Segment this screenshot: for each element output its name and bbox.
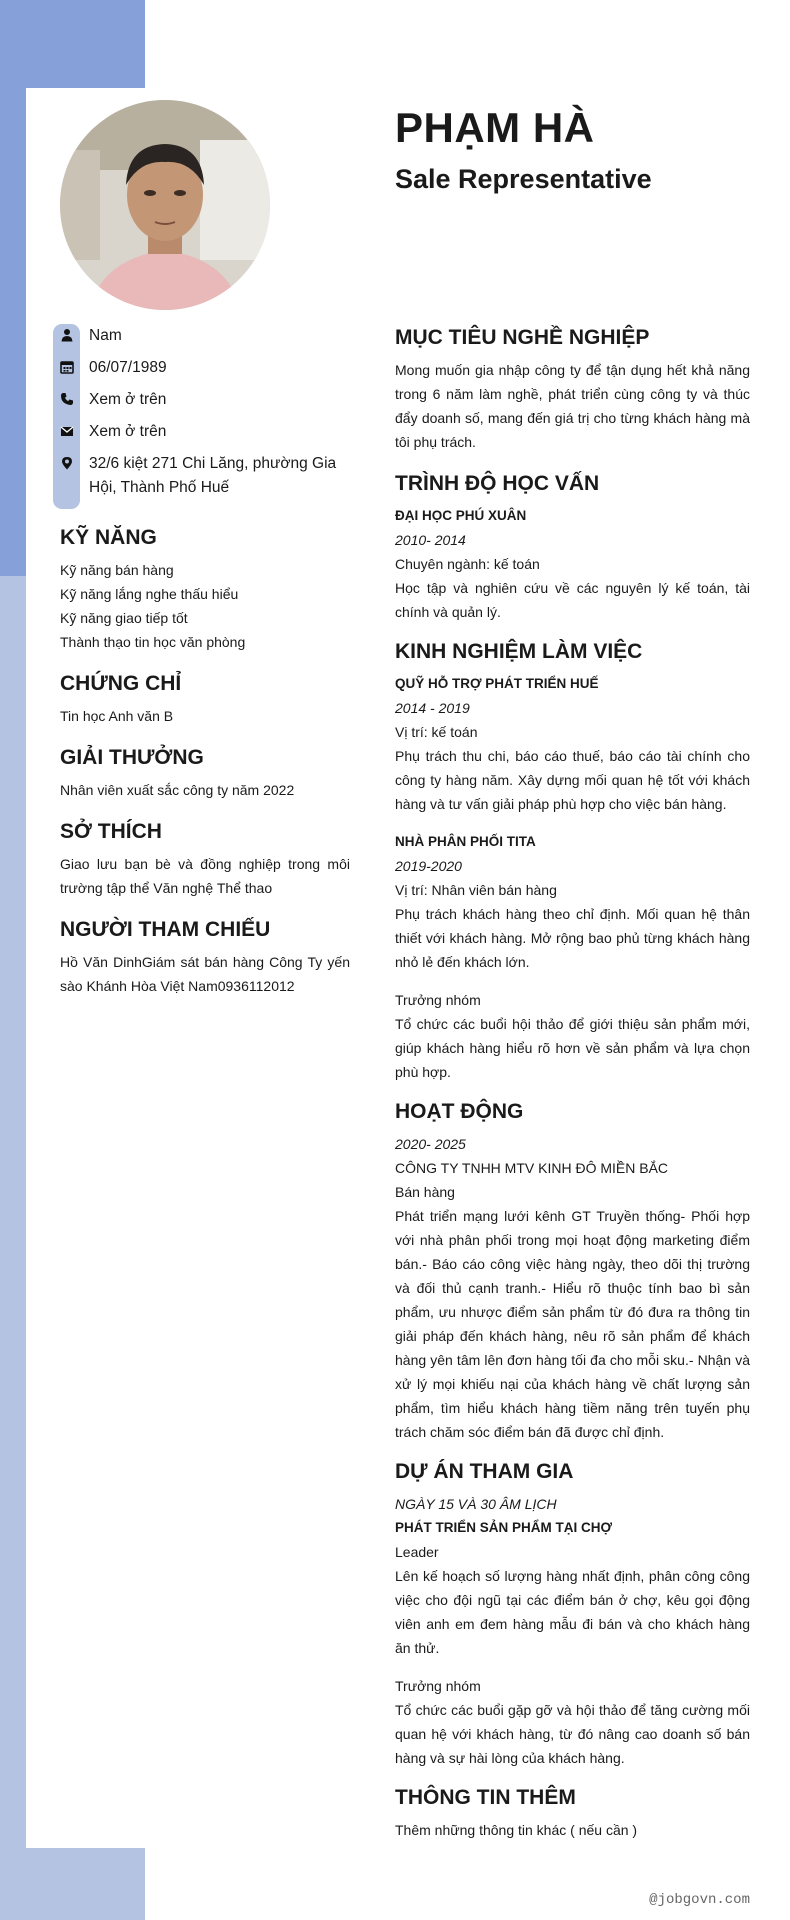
section-title: MỤC TIÊU NGHỀ NGHIỆP xyxy=(395,326,650,349)
references-section xyxy=(60,918,350,998)
job-role-desc: Tổ chức các buổi hội thảo để giới thiệu sản phẩm mới, giúp khách hàng hiểu rõ hơn về sản phẩm và lựa chọn phù hợp. xyxy=(395,1016,750,1080)
section-title: NGƯỜI THAM CHIẾU xyxy=(60,918,271,941)
section-title: TRÌNH ĐỘ HỌC VẤN xyxy=(395,472,600,495)
contact-email xyxy=(67,420,357,444)
contact-text: Xem ở trên xyxy=(89,423,167,440)
job-title: Sale Representative xyxy=(395,164,652,194)
contact-address xyxy=(67,452,357,500)
contact-birthday xyxy=(67,356,357,380)
project-name: PHÁT TRIỂN SẢN PHẨM TẠI CHỢ xyxy=(395,1520,613,1535)
project-role: Trưởng nhóm xyxy=(395,1678,481,1694)
job-desc: Phụ trách khách hàng theo chỉ định. Mối quan hệ thân thiết với khách hàng. Mở rộng bao phủ từng khách hàng nhỏ lẻ đến khách lớn. xyxy=(395,906,750,970)
hobbies-section xyxy=(60,820,350,900)
objective-section xyxy=(395,326,750,454)
project-role-desc: Tổ chức các buổi gặp gỡ và hội thảo để tăng cường mối quan hệ với khách hàng, từ đó nâng cao doanh số bán hàng và sự hài lòng của khách hàng. xyxy=(395,1702,750,1766)
job-entry xyxy=(395,830,750,1084)
avatar xyxy=(60,100,270,310)
contact-list xyxy=(67,324,357,508)
education-desc: Học tập và nghiên cứu về các nguyên lý kế toán, tài chính và quản lý. xyxy=(395,580,750,620)
skill-item: Kỹ năng bán hàng xyxy=(60,562,174,578)
activity-role: Bán hàng xyxy=(395,1184,455,1200)
school-name: ĐẠI HỌC PHÚ XUÂN xyxy=(395,508,527,523)
contact-text: Nam xyxy=(89,327,122,344)
section-title: CHỨNG CHỈ xyxy=(60,672,182,695)
contact-text: 32/6 kiệt 271 Chi Lăng, phường Gia Hội, Thành Phố Huế xyxy=(89,455,337,496)
activity-org: CÔNG TY TNHH MTV KINH ĐÔ MIỀN BẮC xyxy=(395,1160,669,1176)
skill-item: Thành thạo tin học văn phòng xyxy=(60,634,246,650)
section-title: HOẠT ĐỘNG xyxy=(395,1100,524,1123)
education-major: Chuyên ngành: kế toán xyxy=(395,556,540,572)
certificates-section xyxy=(60,672,350,728)
job-desc: Phụ trách thu chi, báo cáo thuế, báo cáo tài chính cho công ty hàng năm. Xây dựng mối quan hệ tốt với khách hàng và tư vấn giải pháp phù hợp cho việc bán hàng. xyxy=(395,748,750,812)
education-section xyxy=(395,472,750,624)
activities-section xyxy=(395,1100,750,1444)
job-date: 2014 - 2019 xyxy=(395,700,470,716)
job-entry xyxy=(395,672,750,816)
hobbies-text: Giao lưu bạn bè và đồng nghiệp trong môi trường tập thể Văn nghệ Thể thao xyxy=(60,856,350,896)
contact-text: 06/07/1989 xyxy=(89,359,167,376)
extra-info-text: Thêm những thông tin khác ( nếu cần ) xyxy=(395,1822,638,1838)
contact-gender xyxy=(67,324,357,348)
section-title: KỸ NĂNG xyxy=(60,526,157,549)
award-item: Nhân viên xuất sắc công ty năm 2022 xyxy=(60,782,295,798)
activity-desc: Phát triển mạng lưới kênh GT Truyền thống- Phối hợp với nhà phân phối trong mọi hoạt động marketing điểm bán.- Báo cáo công việc hàng ngày, theo dõi thị trường và đối thủ cạnh tranh.- Hiểu rõ thuộc tính bao bì sản phẩm, ưu nhược điểm sản phẩm từ đó đưa ra thông tin giải pháp đến khách hàng, nêu rõ sản phẩm để khách hàng yên tâm lên đơn hàng tối đa cho mỗi sku.- Nhận và xử lý mọi khiếu nại của khách hàng về chất lượng sản phẩm, tìm hiểu khách hàng tiềm năng trên tuyến phụ trách chăm sóc điểm bán đã được chỉ định. xyxy=(395,1208,750,1440)
section-title: GIẢI THƯỞNG xyxy=(60,746,204,769)
candidate-name: PHẠM HÀ xyxy=(395,104,595,151)
section-title: KINH NGHIỆM LÀM VIỆC xyxy=(395,640,643,663)
activity-date: 2020- 2025 xyxy=(395,1136,466,1152)
job-role: Trưởng nhóm xyxy=(395,992,481,1008)
projects-section xyxy=(395,1460,750,1770)
skill-item: Kỹ năng giao tiếp tốt xyxy=(60,610,188,626)
extra-info-section xyxy=(395,1786,750,1842)
contact-phone xyxy=(67,388,357,412)
job-position: Vị trí: Nhân viên bán hàng xyxy=(395,882,557,898)
job-position: Vị trí: kế toán xyxy=(395,724,478,740)
skill-item: Kỹ năng lắng nghe thấu hiểu xyxy=(60,586,239,602)
contact-text: Xem ở trên xyxy=(89,391,167,408)
awards-section xyxy=(60,746,350,802)
certificate-item: Tin học Anh văn B xyxy=(60,708,174,724)
company-name: NHÀ PHÂN PHỐI TITA xyxy=(395,834,536,849)
objective-text: Mong muốn gia nhập công ty để tận dụng hết khả năng trong 6 năm làm nghề, phát triển cùng công ty và thúc đẩy doanh số, mang đến giá trị cho từng khách hàng mà tôi phụ trách. xyxy=(395,362,750,450)
footer-watermark: @jobgovn.com xyxy=(649,1892,750,1908)
section-title: THÔNG TIN THÊM xyxy=(395,1786,576,1809)
project-desc: Lên kế hoạch số lượng hàng nhất định, phân công công việc cho đội ngũ tại các điểm bán ở chợ, kêu gọi động viên anh em đem hàng mẫu đi bán và cho khách hàng ăn thử. xyxy=(395,1568,750,1656)
section-title: DỰ ÁN THAM GIA xyxy=(395,1460,574,1483)
company-name: QUỸ HỖ TRỢ PHÁT TRIỂN HUẾ xyxy=(395,676,599,691)
section-title: SỞ THÍCH xyxy=(60,820,162,843)
education-date: 2010- 2014 xyxy=(395,532,466,548)
experience-section xyxy=(395,640,750,1084)
project-role: Leader xyxy=(395,1544,439,1560)
project-date: NGÀY 15 VÀ 30 ÂM LỊCH xyxy=(395,1496,557,1512)
references-text: Hồ Văn DinhGiám sát bán hàng Công Ty yến sào Khánh Hòa Việt Nam0936112012 xyxy=(60,954,350,994)
job-date: 2019-2020 xyxy=(395,858,462,874)
skills-section xyxy=(60,526,350,654)
